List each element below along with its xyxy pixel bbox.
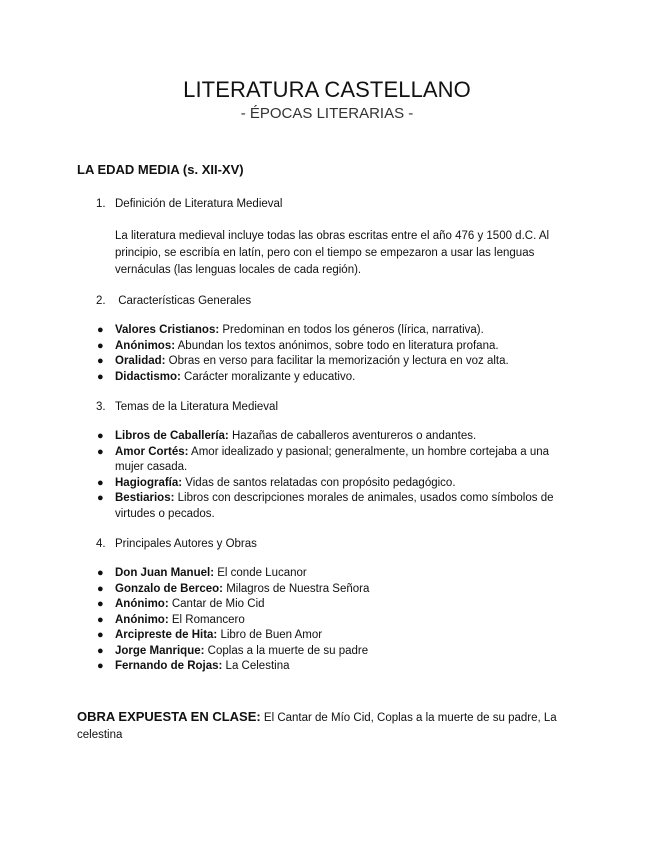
list-item <box>77 644 577 660</box>
list-item <box>77 370 577 386</box>
item-label: Temas de la Literatura Medieval <box>115 401 278 413</box>
list-item-text: Vidas de santos relatadas con propósito pedagógico. <box>182 476 456 489</box>
list-item <box>77 354 577 370</box>
list-item <box>77 339 577 355</box>
bullet-icon: ● <box>97 567 104 579</box>
item-label: Definición de Literatura Medieval <box>115 198 283 210</box>
list-item-term: Didactismo: <box>115 370 181 383</box>
characteristics-list <box>77 323 577 385</box>
item-number: 3. <box>96 401 106 413</box>
document-subtitle: - ÉPOCAS LITERARIAS - <box>240 105 414 122</box>
document-title: LITERATURA CASTELLANO <box>183 77 471 102</box>
list-item-term: Hagiografía: <box>115 476 183 489</box>
themes-list <box>77 429 577 522</box>
list-item <box>77 659 577 675</box>
item-label: Principales Autores y Obras <box>115 538 257 550</box>
list-item <box>77 323 577 339</box>
bullet-icon: ● <box>97 613 104 626</box>
list-item-text: Libros con descripciones morales de animales, usados como símbolos de virtudes o pecados. <box>115 492 554 520</box>
bullet-icon: ● <box>97 660 104 672</box>
list-item-text: Coplas a la muerte de su padre <box>204 644 369 657</box>
bullet-icon: ● <box>97 598 104 610</box>
class-works-note <box>77 708 577 744</box>
bullet-icon: ● <box>97 492 104 504</box>
bullet-icon: ● <box>97 324 104 336</box>
numbered-item-authors <box>77 536 577 552</box>
bullet-icon: ● <box>97 355 104 367</box>
numbered-item-characteristics <box>77 293 577 309</box>
item-number: 2. <box>96 295 106 307</box>
authors-list <box>77 566 577 675</box>
list-item-text: El Romancero <box>168 613 245 626</box>
list-item <box>77 445 577 476</box>
list-item-term: Arcipreste de Hita: <box>115 629 218 641</box>
list-item-term: Oralidad: <box>115 355 166 367</box>
list-item-term: Amor Cortés: <box>115 445 189 458</box>
list-item-text: Abundan los textos anónimos, sobre todo en literatura profana. <box>175 339 499 352</box>
bullet-icon: ● <box>97 582 104 595</box>
definition-paragraph: La literatura medieval incluye todas las obras escritas entre el año 476 y 1500 d.C. Al principio, se escribía en latín, pero con el tiempo se empezaron a usar las lenguas vernáculas (las lenguas locales de cada región). <box>115 230 550 276</box>
bullet-icon: ● <box>97 476 104 489</box>
bullet-icon: ● <box>97 445 104 458</box>
list-item <box>77 429 577 445</box>
list-item-text: La Celestina <box>222 660 290 672</box>
list-item-term: Don Juan Manuel: <box>115 567 215 579</box>
numbered-item-definition <box>77 196 577 212</box>
list-item-text: Predominan en todos los géneros (lírica, narrativa). <box>219 324 484 336</box>
list-item-term: Anónimos: <box>115 339 176 352</box>
list-item-text: El conde Lucanor <box>214 567 307 579</box>
list-item-text: Carácter moralizante y educativo. <box>180 370 356 383</box>
bullet-icon: ● <box>97 370 104 383</box>
numbered-item-themes <box>77 399 577 415</box>
section-heading: LA EDAD MEDIA (s. XII-XV) <box>77 162 244 177</box>
list-item-term: Anónimo: <box>115 598 169 610</box>
list-item-term: Anónimo: <box>115 613 169 626</box>
list-item-text: Cantar de Mio Cid <box>168 598 265 610</box>
item-label: Características Generales <box>115 295 252 307</box>
list-item <box>77 597 577 613</box>
list-item-term: Valores Cristianos: <box>115 324 220 336</box>
bullet-icon: ● <box>97 339 104 352</box>
list-item-text: Amor idealizado y pasional; generalmente, un hombre cortejaba a una mujer casada. <box>115 445 550 473</box>
item-number: 1. <box>96 198 106 210</box>
list-item-term: Bestiarios: <box>115 492 175 504</box>
list-item-text: Milagros de Nuestra Señora <box>223 582 370 595</box>
list-item-text: Libro de Buen Amor <box>217 629 323 641</box>
list-item-text: Hazañas de caballeros aventureros o andantes. <box>228 430 477 442</box>
list-item-text: Obras en verso para facilitar la memorización y lectura en voz alta. <box>165 355 509 367</box>
list-item <box>77 628 577 644</box>
list-item <box>77 582 577 598</box>
bullet-icon: ● <box>97 644 104 657</box>
list-item-term: Jorge Manrique: <box>115 644 205 657</box>
list-item <box>77 613 577 629</box>
list-item <box>77 491 577 522</box>
bullet-icon: ● <box>97 430 104 442</box>
item-number: 4. <box>96 538 106 550</box>
list-item <box>77 566 577 582</box>
class-works-label: OBRA EXPUESTA EN CLASE: <box>77 708 261 724</box>
bullet-icon: ● <box>97 629 104 641</box>
list-item-term: Libros de Caballería: <box>115 430 229 442</box>
class-works-text: El Cantar de Mío Cid, Coplas a la muerte de su padre, La celestina <box>77 711 557 741</box>
list-item-term: Gonzalo de Berceo: <box>115 582 223 595</box>
list-item <box>77 476 577 492</box>
list-item-term: Fernando de Rojas: <box>115 660 223 672</box>
